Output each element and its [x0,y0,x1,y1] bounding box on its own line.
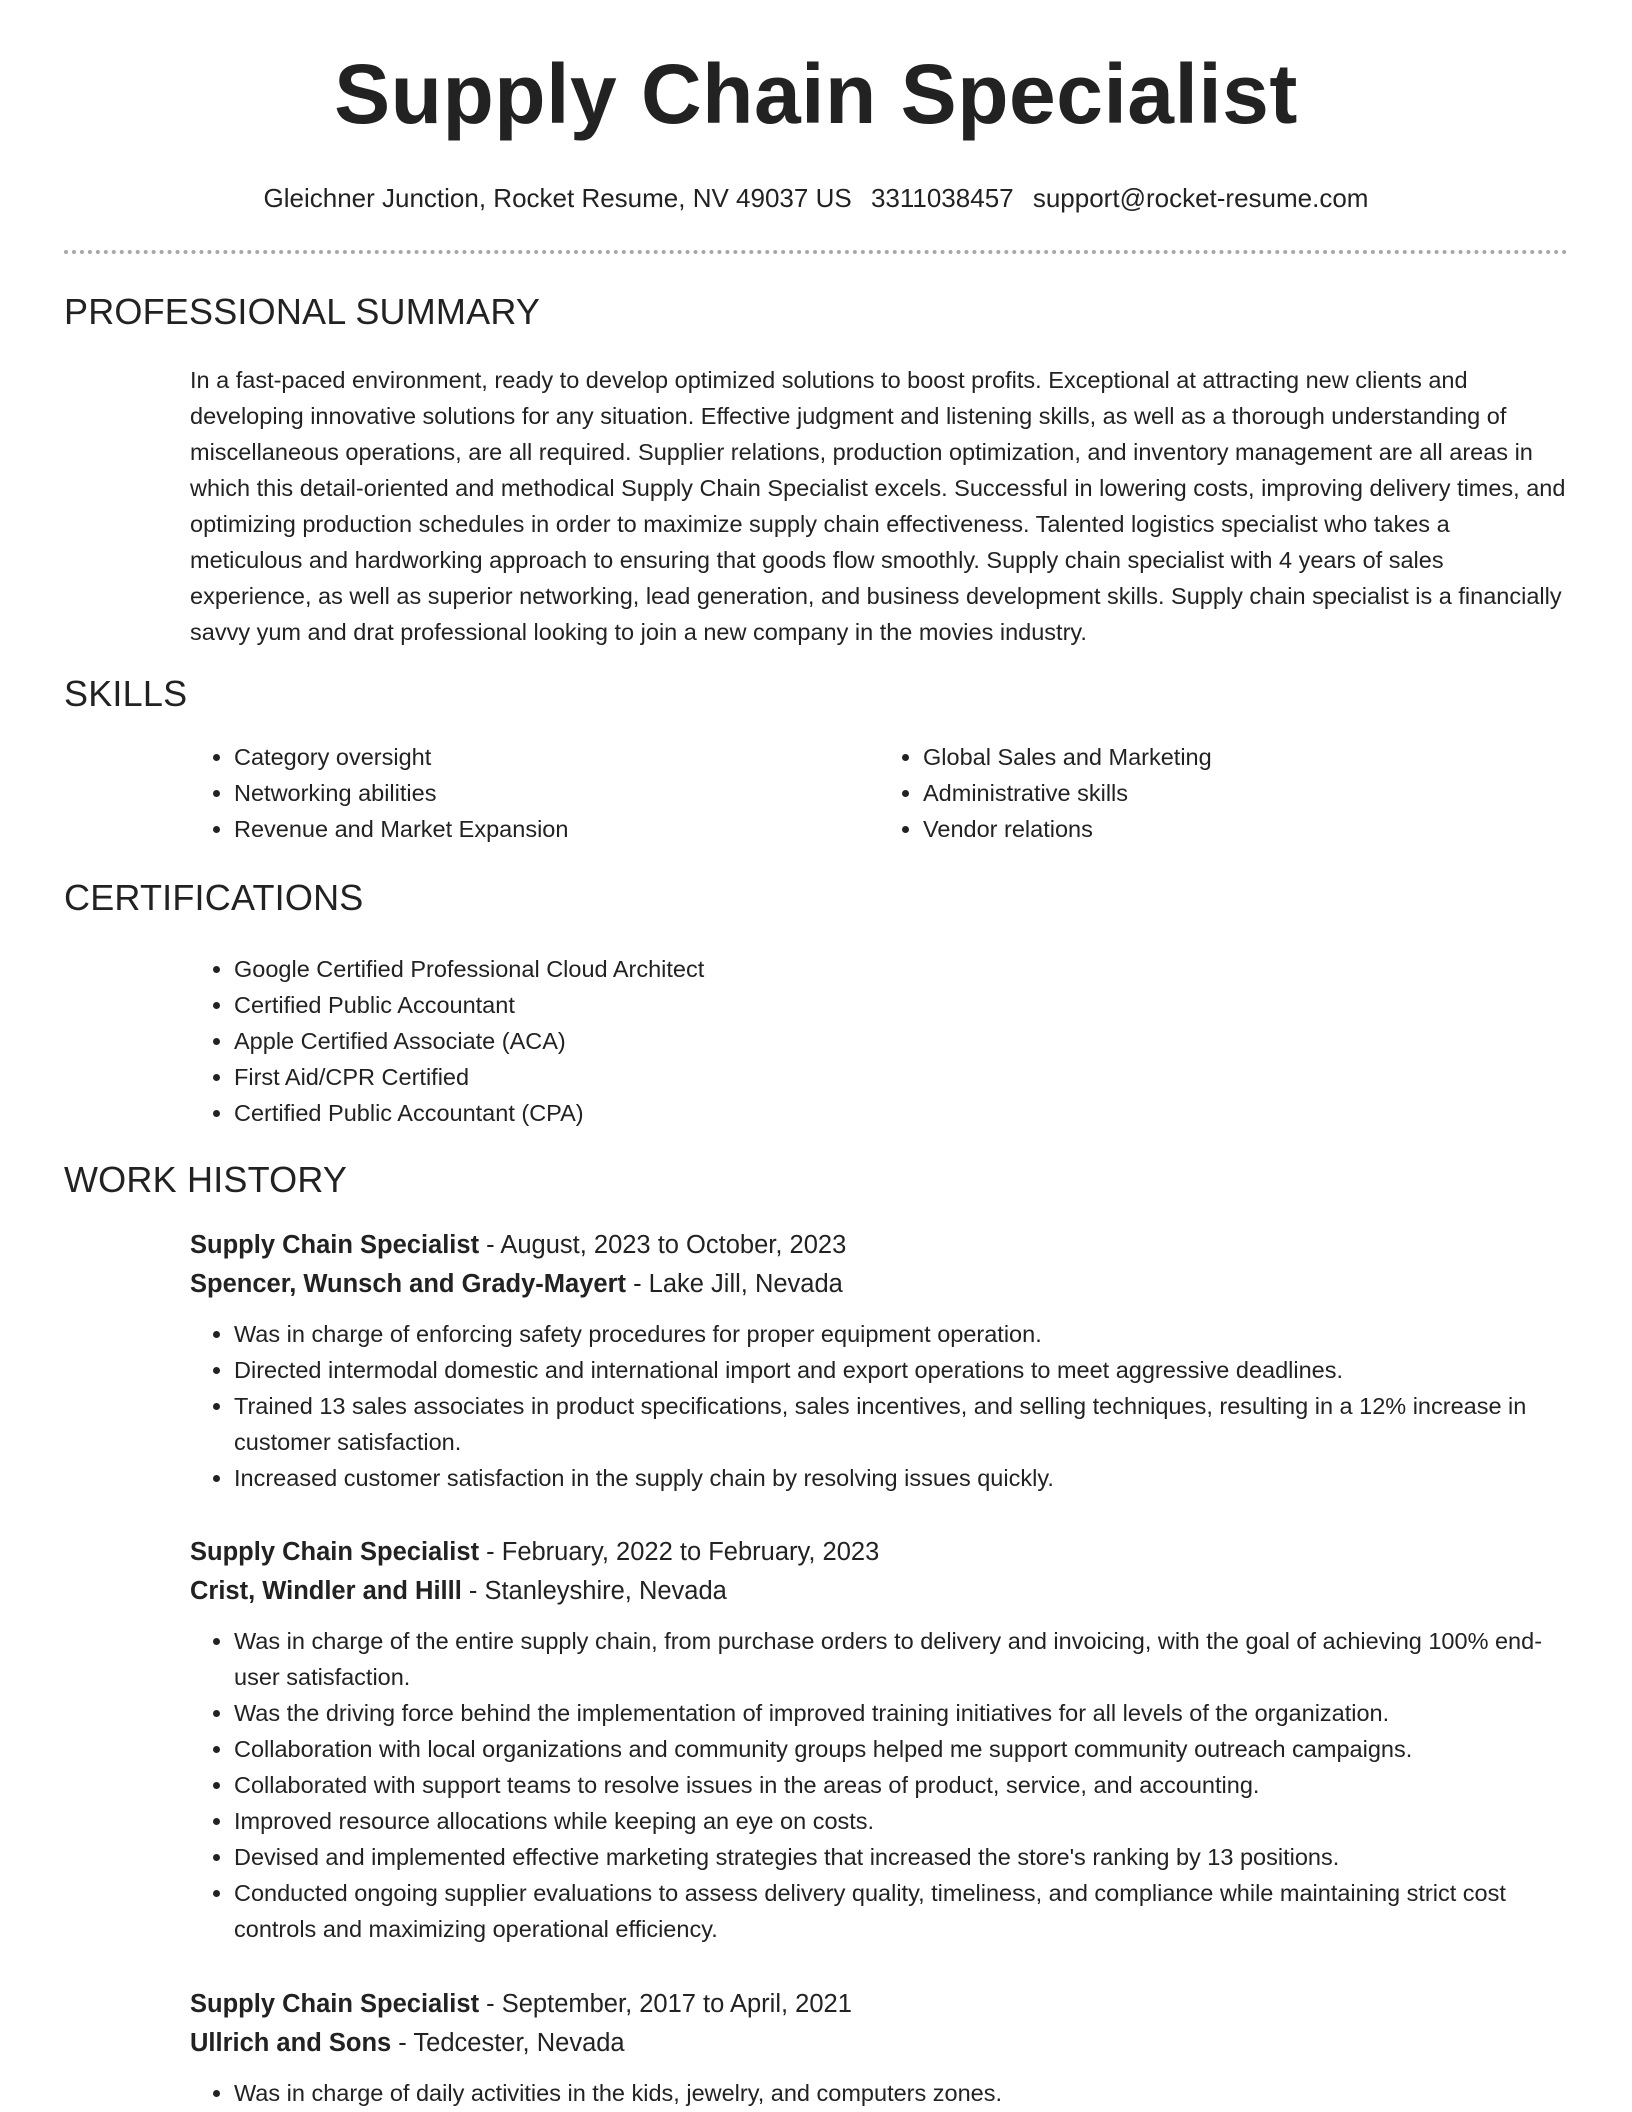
skill-item: • Administrative skills [923,775,1568,811]
job-company-line [190,2024,1568,2063]
job-bullets [190,2075,1568,2111]
job-bullet: • Devised and implemented effective marketing strategies that increased the store's ranking by 13 positions. [234,1839,1568,1875]
job-dates: - August, 2023 to October, 2023 [479,1231,847,1259]
skills-list-right [879,739,1568,847]
job-entry-1 [190,1226,1568,1496]
certifications-heading: CERTIFICATIONS [64,877,364,918]
contact-line [64,182,1568,214]
certification-item: • Certified Public Accountant [234,987,1568,1023]
job-bullet: • Increased customer satisfaction in the supply chain by resolving issues quickly. [234,1460,1568,1496]
job-company: Ullrich and Sons [190,2029,392,2057]
job-bullet: • Collaboration with local organizations and community groups helped me support community outreach campaigns. [234,1731,1568,1767]
job-bullets [190,1316,1568,1496]
job-dates: - February, 2022 to February, 2023 [479,1538,880,1566]
job-location: - Stanleyshire, Nevada [461,1577,727,1605]
contact-phone: 3311038457 [870,183,1014,213]
job-location: - Tedcester, Nevada [391,2029,625,2057]
job-bullet: • Conducted ongoing supplier evaluations to assess delivery quality, timeliness, and compliance while maintaining strict cost controls and maximizing operational efficiency. [234,1875,1568,1947]
resume-name-heading: Supply Chain Specialist [334,47,1298,141]
certification-item: • Google Certified Professional Cloud Architect [234,951,1568,987]
job-entry-3 [190,1985,1568,2111]
skill-item: • Networking abilities [234,775,879,811]
job-title-line [190,1533,1568,1572]
header-divider [64,250,1568,254]
job-company: Spencer, Wunsch and Grady-Mayert [190,1270,626,1298]
job-bullet: • Improved resource allocations while keeping an eye on costs. [234,1803,1568,1839]
job-company-line [190,1265,1568,1304]
job-bullet: • Directed intermodal domestic and international import and export operations to meet aggressive deadlines. [234,1352,1568,1388]
job-bullet: • Collaborated with support teams to resolve issues in the areas of product, service, and accounting. [234,1767,1568,1803]
certification-item: • Certified Public Accountant (CPA) [234,1095,1568,1131]
job-entry-2 [190,1533,1568,1947]
summary-section [190,362,1568,650]
skill-item: • Revenue and Market Expansion [234,811,879,847]
skill-item: • Category oversight [234,739,879,775]
certification-item: • Apple Certified Associate (ACA) [234,1023,1568,1059]
summary-heading: PROFESSIONAL SUMMARY [64,291,541,332]
job-title-line [190,1985,1568,2024]
certifications-section [190,951,1568,1131]
job-title: Supply Chain Specialist [190,1231,480,1259]
skills-heading: SKILLS [64,673,188,714]
summary-text: In a fast-paced environment, ready to develop optimized solutions to boost profits. Exceptional at attracting new clients and developing innovative solutions for any situation. Effective judgment and listening skills, as well as a thorough understanding of miscellaneous operations, are all required. Supplier relations, production optimization, and inventory management are all areas in which this detail-oriented and methodical Supply Chain Specialist excels. Successful in lowering costs, improving delivery times, and optimizing production schedules in order to maximize supply chain effectiveness. Talented logistics specialist who takes a meticulous and hardworking approach to ensuring that goods flow smoothly. Supply chain specialist with 4 years of sales experience, as well as superior networking, lead generation, and business development skills. Supply chain specialist is a financially savvy yum and drat professional looking to join a new company in the movies industry. [190,367,1566,645]
job-title-line [190,1226,1568,1265]
skill-item: • Vendor relations [923,811,1568,847]
job-location: - Lake Jill, Nevada [626,1270,843,1298]
job-bullets [190,1623,1568,1947]
contact-address: Gleichner Junction, Rocket Resume, NV 49037 US [263,183,852,213]
certification-item: • First Aid/CPR Certified [234,1059,1568,1095]
skill-item: • Global Sales and Marketing [923,739,1568,775]
contact-email[interactable]: support@rocket-resume.com [1032,183,1369,213]
skills-grid [190,739,1568,847]
job-dates: - September, 2017 to April, 2021 [479,1990,852,2018]
skills-list-left [190,739,879,847]
work-history-heading: WORK HISTORY [64,1159,348,1200]
job-title: Supply Chain Specialist [190,1538,480,1566]
job-bullet: • Was in charge of enforcing safety procedures for proper equipment operation. [234,1316,1568,1352]
job-bullet: • Was in charge of the entire supply chain, from purchase orders to delivery and invoicing, with the goal of achieving 100% end-user satisfaction. [234,1623,1568,1695]
job-title: Supply Chain Specialist [190,1990,480,2018]
job-bullet: • Was in charge of daily activities in the kids, jewelry, and computers zones. [234,2075,1568,2111]
job-company-line [190,1572,1568,1611]
job-bullet: • Trained 13 sales associates in product specifications, sales incentives, and selling techniques, resulting in a 12% increase in customer satisfaction. [234,1388,1568,1460]
skills-section [190,739,1568,847]
job-company: Crist, Windler and Hilll [190,1577,462,1605]
job-bullet: • Was the driving force behind the implementation of improved training initiatives for all levels of the organization. [234,1695,1568,1731]
certifications-list [190,951,1568,1131]
